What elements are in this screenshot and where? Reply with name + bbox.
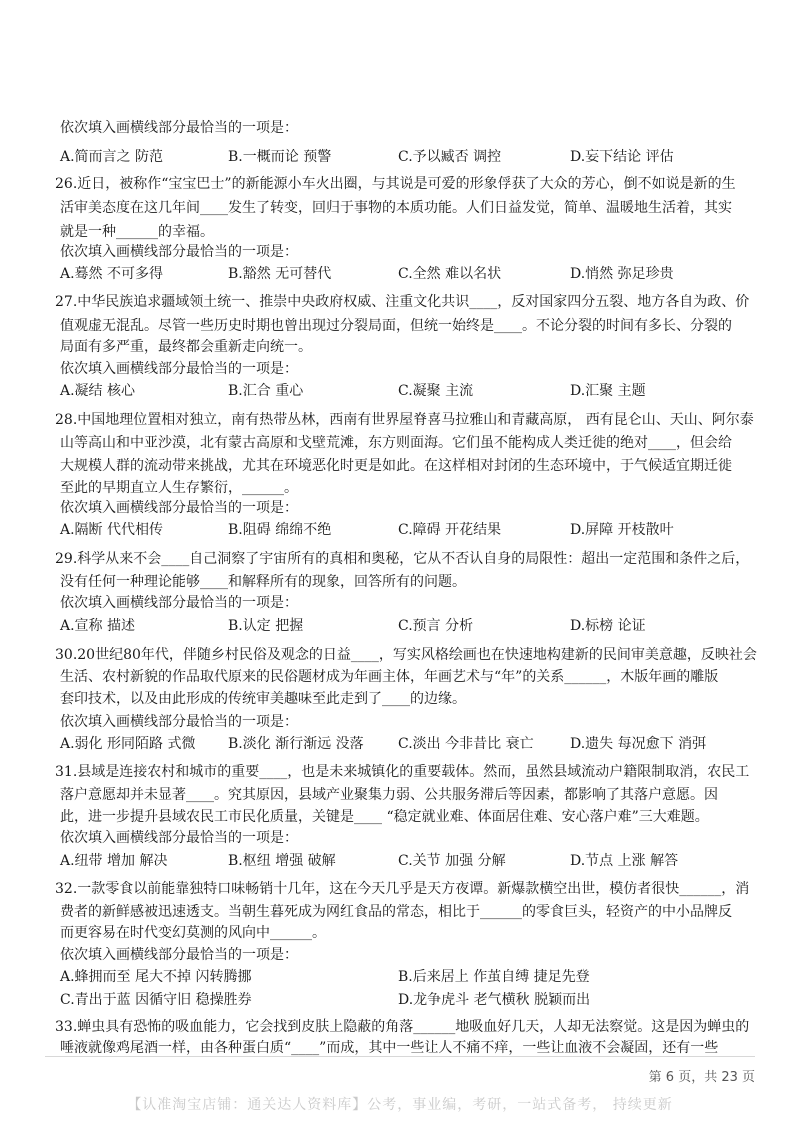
q31-option-b: B.枢纽 增强 破解 [228,853,336,869]
q28-prompt: 依次填入画横线部分最恰当的一项是： [60,500,298,516]
q31-stem-line: 此，进一步提升县域农民工市民化质量，关键是____ “稳定就业难、体面居住难、安心落户难”三大难题。 [60,809,709,825]
q26-options [60,264,760,284]
q26-stem-line: 活审美态度在这几年间____发生了转变，回归于事物的本质功能。人们日益发觉，简单、温暖地生活着，其实 [60,200,732,216]
q26-stem-line: 就是一种______的幸福。 [60,224,214,240]
q29-option-a: A.宣称 描述 [60,618,136,634]
q25-prompt: 依次填入画横线部分最恰当的一项是： [60,120,298,136]
q29-prompt: 依次填入画横线部分最恰当的一项是： [60,595,298,611]
q30-prompt: 依次填入画横线部分最恰当的一项是： [60,714,298,730]
q25-option-c: C.予以臧否 调控 [398,149,502,165]
q27-stem-line: 值观虚无混乱。尽管一些历史时期也曾出现过分裂局面，但统一始终是____。不论分裂的时间有多长、分裂的 [60,318,732,334]
q31-stem-line: 31.县域是连接农村和城市的重要____，也是未来城镇化的重要载体。然而，虽然县域流动户籍限制取消，农民工 [55,764,750,780]
page-number: 第 6 页，共 23 页 [648,1070,755,1085]
q32-option-c: C.青出于蓝 因循守旧 稳操胜券 [60,992,252,1008]
q32-prompt: 依次填入画横线部分最恰当的一项是： [60,947,298,963]
q26-option-a: A.蓦然 不可多得 [60,266,164,282]
q28-option-d: D.屏障 开枝散叶 [570,522,674,538]
q28-options [60,520,760,540]
q26-stem-line: 26.近日，被称作“宝宝巴士”的新能源小车火出圈，与其说是可爱的形象俘获了大众的芳心，倒不如说是新的生 [55,176,736,192]
q32-stem-line: 32.一款零食以前能靠独特口味畅销十几年，这在今天几乎是天方夜谭。新爆款横空出世，模仿者很快______，消 [55,881,750,897]
q30-option-c: C.淡出 今非昔比 衰亡 [398,736,534,752]
q25-option-d: D.妄下结论 评估 [570,149,674,165]
q30-option-b: B.淡化 渐行渐远 没落 [228,736,364,752]
q28-option-a: A.隔断 代代相传 [60,522,164,538]
q27-options [60,381,760,401]
q30-stem-line: 套印技术，以及由此形成的传统审美趣味至此走到了____的边缘。 [60,691,466,707]
q27-option-c: C.凝聚 主流 [398,383,474,399]
q29-stem-line: 没有任何一种理论能够____和解释所有的现象，回答所有的问题。 [60,574,466,590]
q32-options-row2 [60,990,760,1010]
q27-option-a: A.凝结 核心 [60,383,136,399]
q28-stem-line: 至此的早期直立人生存繁衍，______。 [60,480,298,496]
q29-option-d: D.标榜 论证 [570,618,646,634]
q30-option-a: A.弱化 形同陌路 式微 [60,736,196,752]
q29-option-b: B.认定 把握 [228,618,304,634]
q27-option-b: B.汇合 重心 [228,383,304,399]
q26-option-d: D.悄然 弥足珍贵 [570,266,674,282]
q27-stem-line: 27.中华民族追求疆域领土统一、推崇中央政府权威、注重文化共识____，反对国家四分五裂、地方各自为政、价 [55,294,750,310]
q31-option-c: C.关节 加强 分解 [398,853,506,869]
q31-stem-line: 落户意愿却并未显著____。究其原因，县域产业聚集力弱、公共服务滞后等因素，都影响了其落户意愿。因 [60,787,718,803]
q32-stem-line: 而更容易在时代变幻莫测的风向中______。 [60,925,326,941]
q33-stem-line: 唾液就像鸡尾酒一样，由各种蛋白质“____”而成，其中一些让人不痛不痒，一些让血液不会凝固，还有一些 [60,1040,719,1056]
q32-option-d: D.龙争虎斗 老气横秋 脱颖而出 [398,992,591,1008]
q30-stem-line: 30.20世纪80年代，伴随乡村民俗及观念的日益____，写实风格绘画也在快速地构建新的民间审美意趣，反映社会 [55,647,757,663]
q29-stem-line: 29.科学从来不会____自己洞察了宇宙所有的真相和奥秘，它从不否认自身的局限性：超出一定范围和条件之后， [55,551,750,567]
q28-stem-line: 大规模人群的流动带来挑战，尤其在环境恶化时更是如此。在这样相对封闭的生态环境中，于气候适宜期迁徙 [60,458,732,474]
q27-option-d: D.汇聚 主题 [570,383,646,399]
q28-stem-line: 山等高山和中亚沙漠，北有蒙古高原和戈壁荒滩，东方则面海。它们虽不能构成人类迁徙的绝对____，但会给 [60,435,732,451]
q31-options [60,851,760,871]
q28-option-c: C.障碍 开花结果 [398,522,502,538]
q28-option-b: B.阻碍 绵绵不绝 [228,522,332,538]
q25-option-a: A.简而言之 防范 [60,149,164,165]
q31-prompt: 依次填入画横线部分最恰当的一项是： [60,830,298,846]
q25-option-b: B.一概而论 预警 [228,149,332,165]
q32-options-row1 [60,967,760,987]
q30-options [60,734,760,754]
q29-option-c: C.预言 分析 [398,618,474,634]
q26-option-c: C.全然 难以名状 [398,266,502,282]
q26-prompt: 依次填入画横线部分最恰当的一项是： [60,244,298,260]
q27-prompt: 依次填入画横线部分最恰当的一项是： [60,361,298,377]
q31-option-a: A.纽带 增加 解决 [60,853,168,869]
q26-option-b: B.豁然 无可替代 [228,266,332,282]
q27-stem-line: 局面有多严重，最终都会重新走向统一。 [60,339,312,355]
watermark-text: 【认准淘宝店铺：通关达人资料库】公考，事业编，考研，一站式备考， 持续更新 [127,1097,673,1113]
q32-option-b: B.后来居上 作茧自缚 捷足先登 [398,969,590,985]
q29-options [60,616,760,636]
q33-stem-line: 33.蝉虫具有恐怖的吸血能力，它会找到皮肤上隐蔽的角落______地吸血好几天，人却无法察觉。这是因为蝉虫的 [55,1019,750,1035]
q25-options [60,147,760,167]
footer-divider [45,1056,755,1057]
q30-stem-line: 生活、农村新貌的作品取代原来的民俗题材成为年画主体，年画艺术与“年”的关系______，木版年画的雕版 [60,669,719,685]
q32-stem-line: 费者的新鲜感被迅速透支。当朝生暮死成为网红食品的常态，相比于______的零食巨头，轻资产的中小品牌反 [60,904,732,920]
q28-stem-line: 28.中国地理位置相对独立，南有热带丛林，西南有世界屋脊喜马拉雅山和青藏高原， 西有昆仑山、天山、阿尔泰 [55,412,754,428]
q32-option-a: A.蜂拥而至 尾大不掉 闪转腾挪 [60,969,252,985]
q31-option-d: D.节点 上涨 解答 [570,853,679,869]
q30-option-d: D.遗失 每况愈下 消弭 [570,736,707,752]
